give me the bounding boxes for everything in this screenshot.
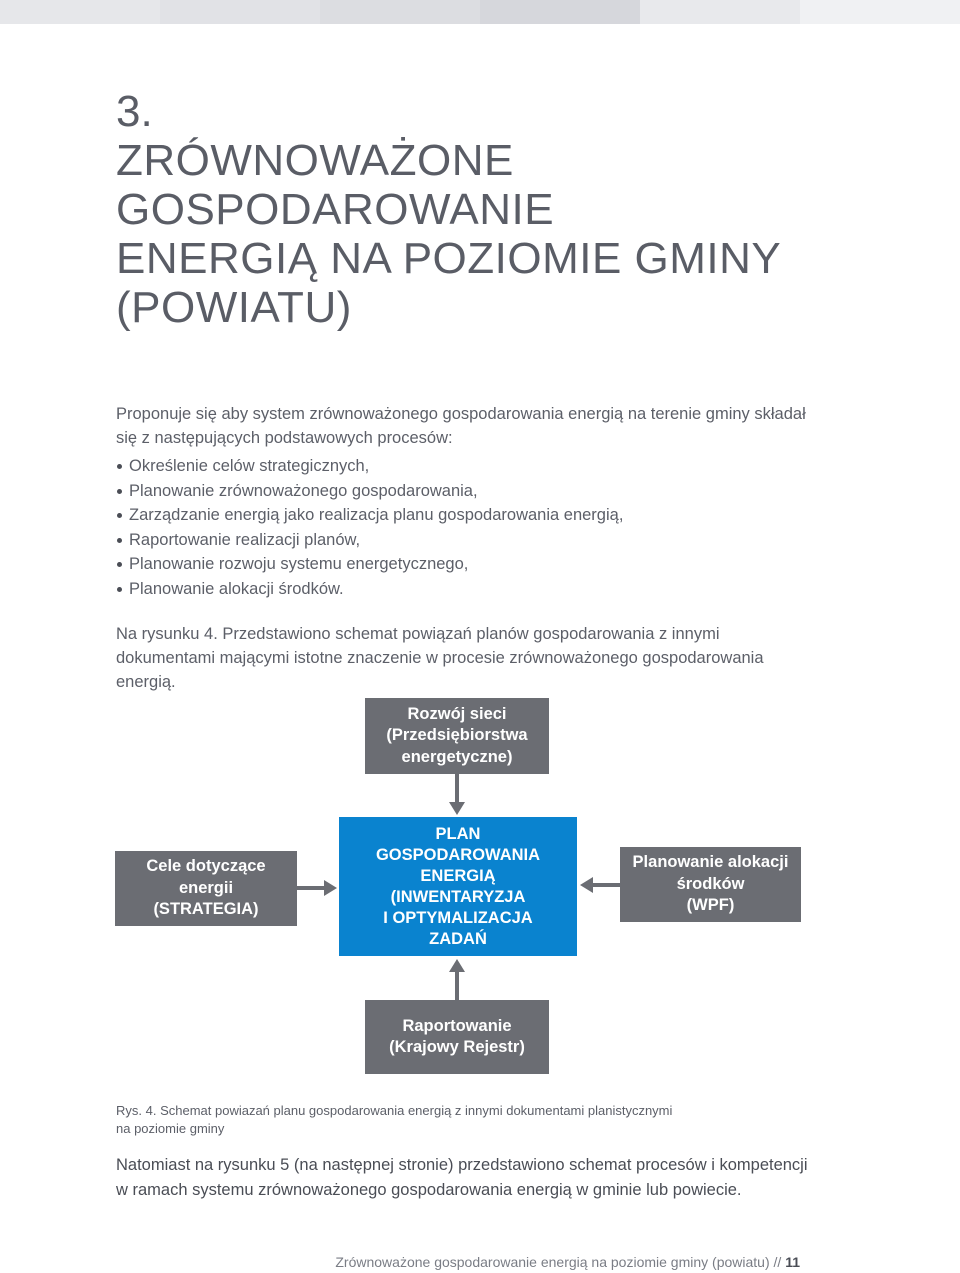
process-list [116, 454, 623, 601]
box-label: ZADAŃ [429, 929, 487, 948]
chapter-title-line: ENERGIĄ NA POZIOMIE GMINY [116, 234, 782, 283]
box-label: (WPF) [686, 896, 735, 915]
chapter-title [116, 136, 781, 332]
arrow-left-head [324, 880, 337, 896]
box-label: Rozwój sieci [407, 704, 507, 723]
caption-line: Rys. 4. Schemat powiazań planu gospodarowania energią z innymi dokumentami planistycznymi [116, 1103, 673, 1118]
list-item: Planowanie alokacji środków. [116, 577, 623, 602]
list-item: Planowanie rozwoju systemu energetycznego, [116, 552, 623, 577]
chapter-number: 3. [116, 87, 153, 136]
figure-caption [116, 1102, 672, 1138]
box-label: PLAN [435, 824, 481, 843]
box-reporting [365, 1000, 549, 1074]
top-bar-segment [320, 0, 480, 24]
box-label: Planowanie alokacji [632, 853, 789, 872]
list-item: Raportowanie realizacji planów, [116, 528, 623, 553]
closing-paragraph: Natomiast na rysunku 5 (na następnej stronie) przedstawiono schemat procesów i kompetencji w ramach systemu zrównoważonego gospodarowania energią w gminie lub powiecie. [116, 1156, 808, 1199]
box-label: (INWENTARYZJA [390, 887, 526, 906]
chapter-title-line: GOSPODAROWANIE [116, 185, 555, 234]
box-label: (STRATEGIA) [153, 900, 259, 919]
box-label: GOSPODAROWANIA [375, 845, 541, 864]
box-funds-allocation [620, 847, 801, 922]
footer-text: Zrównoważone gospodarowanie energią na poziomie gminy (powiatu) [335, 1254, 770, 1270]
page-footer [335, 1254, 800, 1270]
box-label: Cele dotyczące [146, 857, 266, 876]
box-energy-goals [115, 851, 297, 926]
top-bar-segment [0, 0, 160, 24]
caption-line: na poziomie gminy [116, 1121, 225, 1136]
box-label: energetyczne) [401, 747, 513, 766]
box-label: środków [676, 874, 745, 893]
box-label: (Krajowy Rejestr) [389, 1038, 525, 1056]
top-bar-segment [800, 0, 960, 24]
arrow-bottom-head [449, 959, 465, 972]
top-bar-segment [480, 0, 640, 24]
footer-separator: // [773, 1254, 782, 1270]
top-bar-segment [640, 0, 800, 24]
box-label: (Przedsiębiorstwa [386, 726, 528, 745]
intro-paragraph: Proponuje się aby system zrównoważonego gospodarowania energią na terenie gminy składał się z następujących podstawowych procesów: [116, 405, 806, 447]
chapter-title-line: ZRÓWNOWAŻONE [116, 136, 514, 185]
top-decorative-bar [0, 0, 960, 24]
box-label: I OPTYMALIZACJA [383, 908, 533, 927]
list-item: Planowanie zrównoważonego gospodarowania, [116, 479, 623, 504]
box-label: ENERGIĄ [420, 866, 496, 885]
box-network-development [365, 698, 549, 774]
box-energy-plan [339, 817, 577, 956]
box-label: energii [178, 878, 234, 897]
arrow-top-head [449, 802, 465, 815]
arrow-right-head [580, 877, 593, 893]
chapter-title-line: (POWIATU) [116, 283, 352, 332]
figure-intro-paragraph: Na rysunku 4. Przedstawiono schemat powiązań planów gospodarowania z innymi dokumentami mającymi istotne znaczenie w procesie zrównoważonego gospodarowania energią. [116, 625, 764, 691]
box-label: Raportowanie [402, 1016, 512, 1035]
list-item: Zarządzanie energią jako realizacja planu gospodarowania energią, [116, 503, 623, 528]
list-item: Określenie celów strategicznych, [116, 454, 623, 479]
top-bar-segment [160, 0, 320, 24]
page-number: 11 [785, 1254, 800, 1270]
